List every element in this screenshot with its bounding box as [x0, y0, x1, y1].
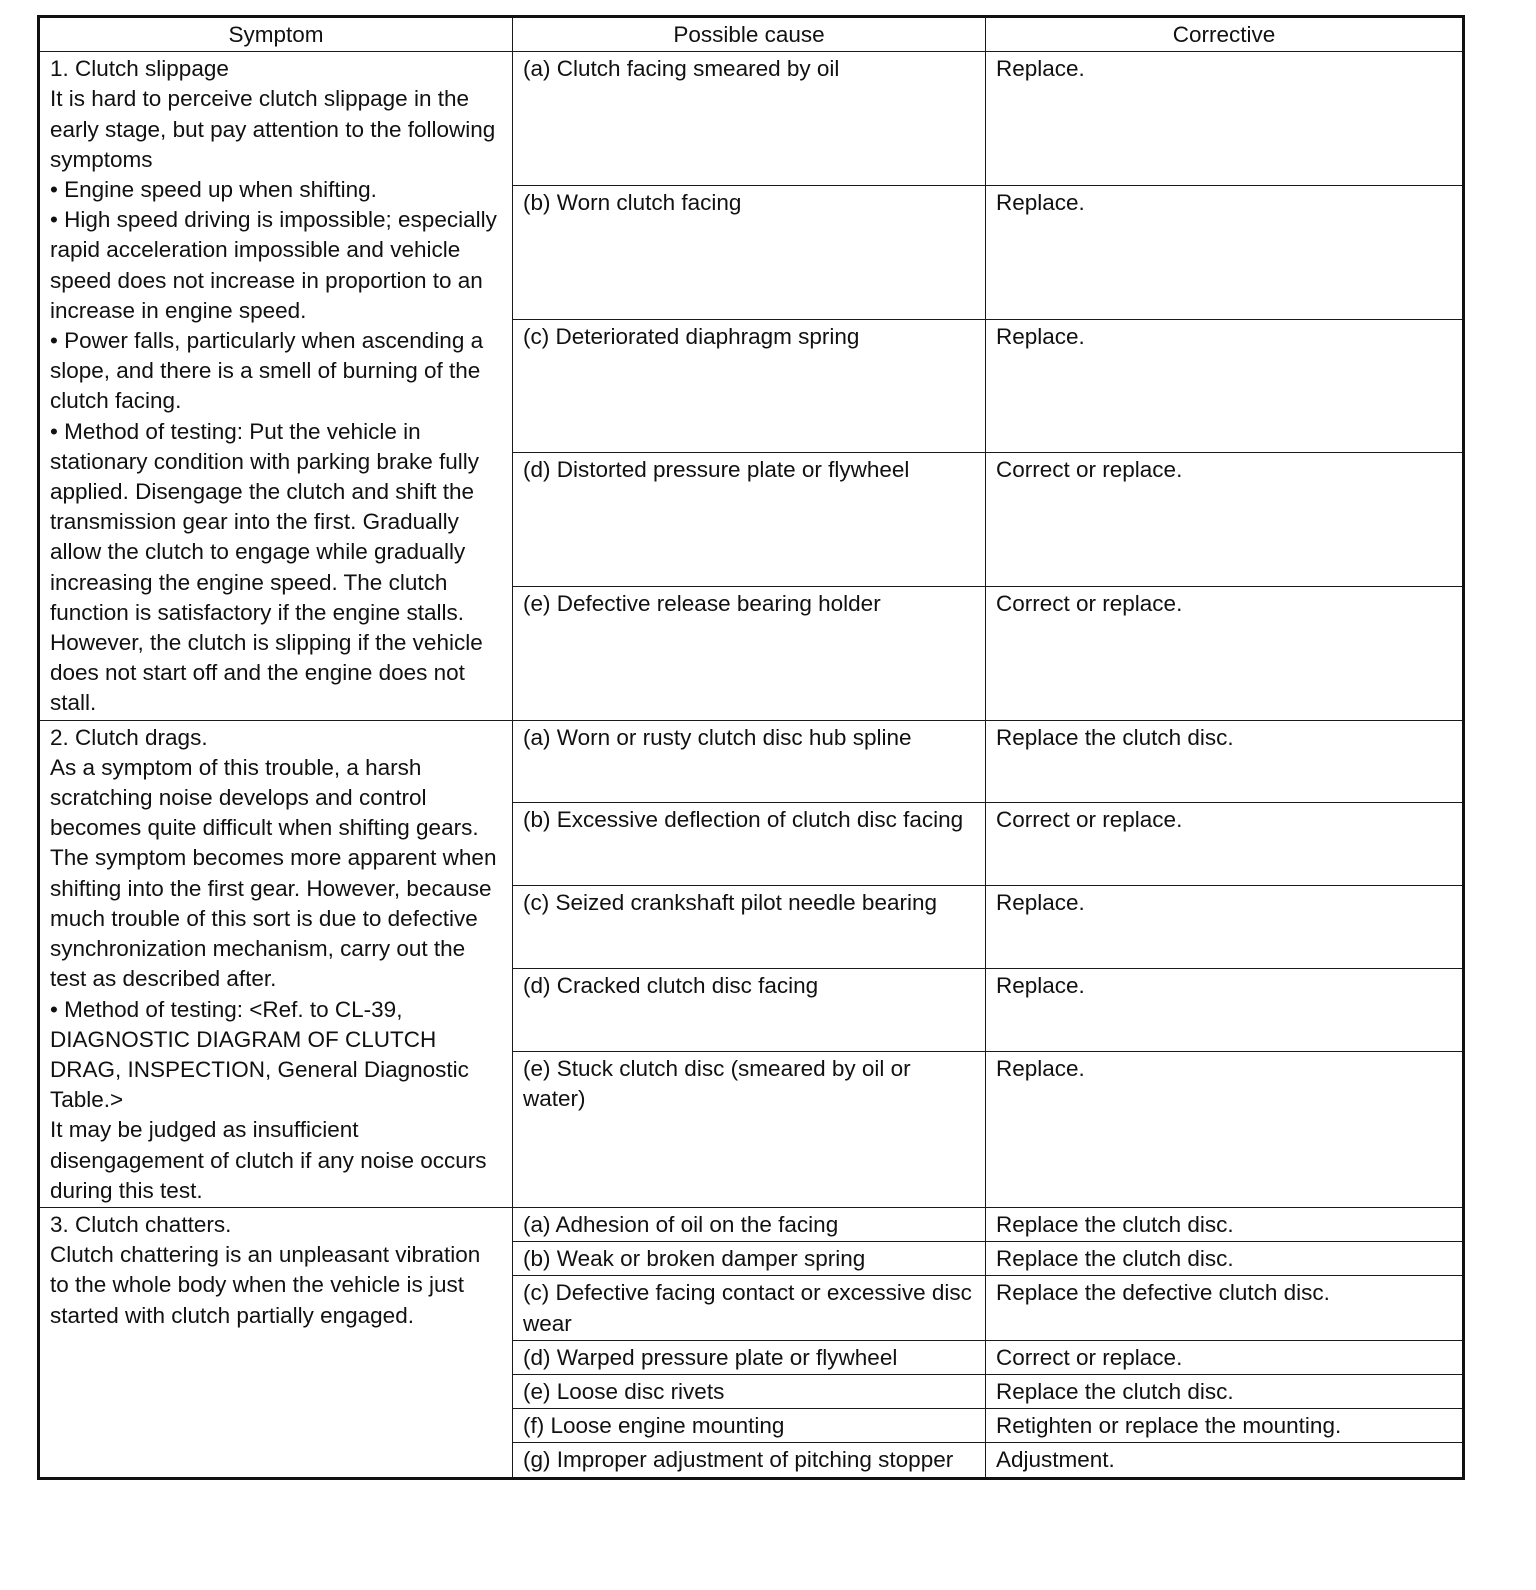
header-corrective: Corrective [986, 17, 1464, 52]
cause-cell: (b) Worn clutch facing [513, 185, 986, 319]
cause-cell: (d) Distorted pressure plate or flywheel [513, 453, 986, 587]
corrective-cell: Adjustment. [986, 1443, 1464, 1478]
corrective-cell: Correct or replace. [986, 1340, 1464, 1374]
symptom-title: 3. Clutch chatters. [50, 1211, 232, 1237]
cause-cell: (a) Adhesion of oil on the facing [513, 1207, 986, 1241]
corrective-cell: Replace. [986, 185, 1464, 319]
table-row [39, 1207, 1464, 1241]
corrective-cell: Retighten or replace the mounting. [986, 1409, 1464, 1443]
cause-cell: (b) Excessive deflection of clutch disc facing [513, 803, 986, 886]
cause-cell: (a) Clutch facing smeared by oil [513, 52, 986, 186]
corrective-cell: Replace. [986, 886, 1464, 969]
corrective-cell: Correct or replace. [986, 803, 1464, 886]
symptom-cell [39, 52, 513, 720]
corrective-cell: Replace the clutch disc. [986, 1374, 1464, 1408]
cause-cell: (g) Improper adjustment of pitching stopper [513, 1443, 986, 1478]
corrective-cell: Replace the clutch disc. [986, 1207, 1464, 1241]
symptom-text: It is hard to perceive clutch slippage in the early stage, but pay attention to the following symptoms [50, 86, 496, 172]
symptom-cell [39, 720, 513, 1207]
symptom-title: 1. Clutch slippage [50, 56, 229, 82]
table-row [39, 52, 1464, 186]
symptom-bullet: • Method of testing: Put the vehicle in stationary condition with parking brake fully applied. Disengage the clutch and shift the transmission gear into the first. Gradually allow the clutch to engage while gradually increasing the engine speed. The clutch function is satisfactory if the engine stalls. However, the clutch is slipping if the vehicle does not start off and the engine does not stall. [50, 418, 483, 716]
cause-cell: (d) Warped pressure plate or flywheel [513, 1340, 986, 1374]
corrective-cell: Replace the defective clutch disc. [986, 1276, 1464, 1340]
corrective-cell: Replace the clutch disc. [986, 720, 1464, 803]
troubleshooting-table [37, 15, 1465, 1480]
symptom-bullet: • Method of testing: <Ref. to CL-39, DIAGNOSTIC DIAGRAM OF CLUTCH DRAG, INSPECTION, General Diagnostic Table.> [50, 996, 469, 1113]
corrective-cell: Replace the clutch disc. [986, 1242, 1464, 1276]
cause-cell: (e) Loose disc rivets [513, 1374, 986, 1408]
header-symptom: Symptom [39, 17, 513, 52]
corrective-cell: Correct or replace. [986, 453, 1464, 587]
symptom-bullet: • Power falls, particularly when ascending a slope, and there is a smell of burning of the clutch facing. [50, 328, 484, 414]
cause-cell: (c) Deteriorated diaphragm spring [513, 319, 986, 453]
cause-cell: (c) Defective facing contact or excessive disc wear [513, 1276, 986, 1340]
table-row [39, 720, 1464, 803]
header-row [39, 17, 1464, 52]
cause-cell: (e) Stuck clutch disc (smeared by oil or water) [513, 1051, 986, 1207]
symptom-text: Clutch chattering is an unpleasant vibration to the whole body when the vehicle is just started with clutch partially engaged. [50, 1242, 481, 1328]
cause-cell: (d) Cracked clutch disc facing [513, 969, 986, 1052]
symptom-text: As a symptom of this trouble, a harsh scratching noise develops and control becomes quite difficult when shifting gears. The symptom becomes more apparent when shifting into the first gear. However, because much trouble of this sort is due to defective synchronization mechanism, carry out the test as described after. [50, 754, 497, 992]
symptom-bullet: • High speed driving is impossible; especially rapid acceleration impossible and vehicle speed does not increase in proportion to an increase in engine speed. [50, 207, 497, 323]
corrective-cell: Replace. [986, 52, 1464, 186]
corrective-cell: Replace. [986, 969, 1464, 1052]
symptom-text: It may be judged as insufficient disengagement of clutch if any noise occurs during this test. [50, 1117, 487, 1203]
symptom-cell [39, 1207, 513, 1478]
cause-cell: (e) Defective release bearing holder [513, 586, 986, 720]
cause-cell: (b) Weak or broken damper spring [513, 1242, 986, 1276]
cause-cell: (c) Seized crankshaft pilot needle bearing [513, 886, 986, 969]
symptom-title: 2. Clutch drags. [50, 724, 208, 750]
corrective-cell: Correct or replace. [986, 586, 1464, 720]
cause-cell: (a) Worn or rusty clutch disc hub spline [513, 720, 986, 803]
corrective-cell: Replace. [986, 1051, 1464, 1207]
symptom-bullet: • Engine speed up when shifting. [50, 177, 377, 203]
cause-cell: (f) Loose engine mounting [513, 1409, 986, 1443]
header-cause: Possible cause [513, 17, 986, 52]
corrective-cell: Replace. [986, 319, 1464, 453]
